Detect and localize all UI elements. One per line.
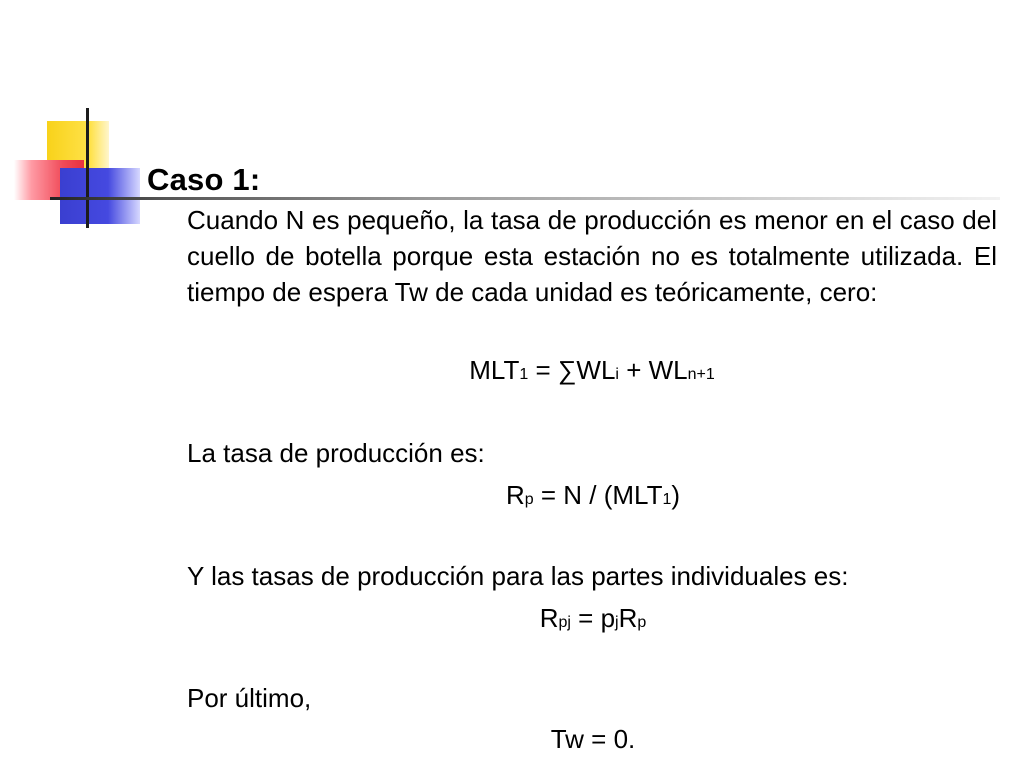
decorative-blue-square: [60, 168, 140, 224]
individual-rates-label: Y las tasas de producción para las partes individuales es:: [187, 561, 849, 591]
intro-paragraph: Cuando N es pequeño, la tasa de producción es menor en el caso del cuello de botella porque esta estación no es totalmente utilizada. El tiempo de espera Tw de cada unidad es teóricamente, cero:: [187, 205, 997, 307]
formula-rpj: Rpj = pjRp: [539, 603, 647, 633]
formula-tw: Tw = 0.: [550, 724, 636, 754]
slide-title: Caso 1:: [147, 162, 261, 197]
formula-rp: Rp = N / (MLT1): [505, 480, 681, 510]
finally-label: Por último,: [187, 683, 312, 713]
decorative-vertical-line: [86, 108, 89, 228]
formula-mlt: MLT1 = ∑WLi + WLn+1: [469, 355, 715, 385]
production-rate-label: La tasa de producción es:: [187, 438, 485, 468]
